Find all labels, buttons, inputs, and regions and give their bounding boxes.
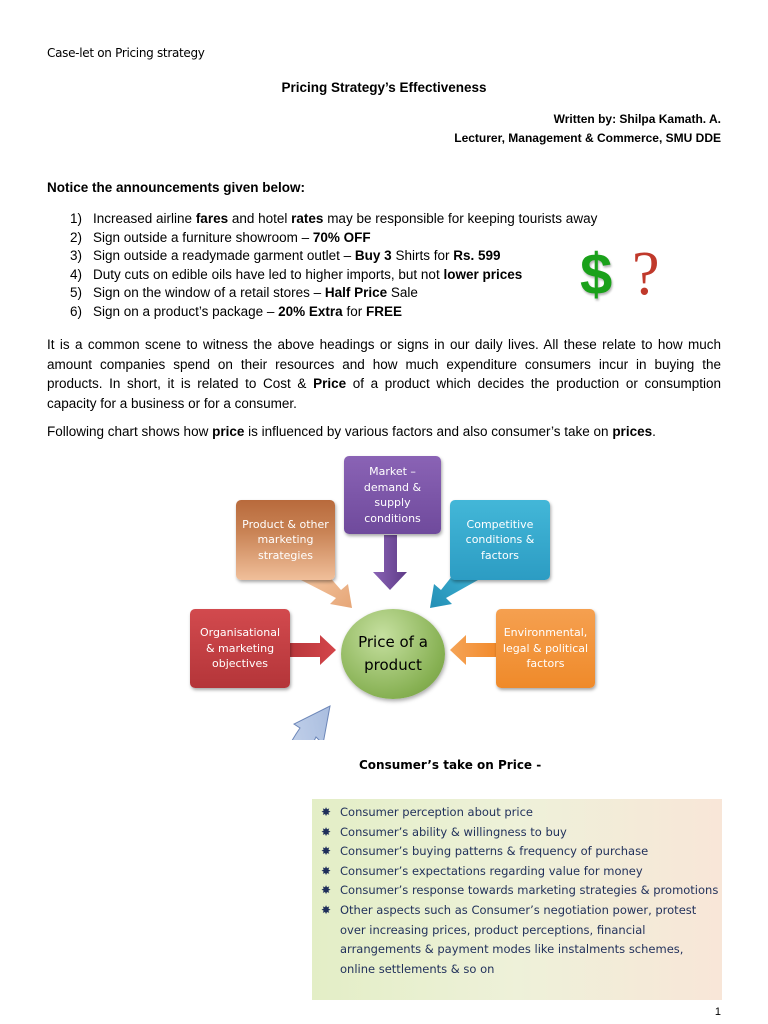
author-name: Written by: Shilpa Kamath. A. <box>553 112 721 126</box>
environmental-arrow <box>450 635 496 665</box>
emphasis-text: rates <box>291 211 324 226</box>
text-run: Sign outside a readymade garment outlet – <box>93 248 355 264</box>
document-title: Pricing Strategy’s Effectiveness <box>281 80 487 95</box>
consumer-take-text: Consumer’s expectations regarding value for money <box>340 863 643 878</box>
emphasis-text: Price <box>313 376 347 391</box>
announcement-item <box>47 247 597 266</box>
text-run: Sale <box>387 285 418 301</box>
consumer-take-item <box>318 881 722 901</box>
text-run: . <box>652 424 656 439</box>
question-icon: ? <box>632 240 660 308</box>
item-number: 2) <box>70 229 83 245</box>
emphasis-text: Half Price <box>324 285 388 301</box>
text-run: Following chart shows how <box>47 424 213 439</box>
text-run: and hotel <box>228 211 292 226</box>
emphasis-text: 70% OFF <box>312 229 371 245</box>
item-number: 4) <box>70 266 83 282</box>
announcement-item <box>47 266 597 285</box>
star-bullet-icon: ✸ <box>321 824 332 839</box>
announcement-list <box>47 210 597 322</box>
text-run: may be responsible for keeping tourists away <box>323 211 598 226</box>
consumer-take-text: Consumer’s response towards marketing strategies & promotions <box>340 883 719 898</box>
text-run: Sign on a product’s package – <box>93 303 279 319</box>
announcement-item <box>47 229 597 248</box>
product-factor-box: Product & other marketing strategies <box>236 500 335 580</box>
consumer-take-title: Consumer’s take on Price - <box>359 758 542 772</box>
consumer-take-list <box>312 799 722 979</box>
emphasis-text: prices <box>612 424 653 439</box>
consumer-sweep-arrow <box>265 706 330 740</box>
text-run: Increased airline <box>93 211 196 226</box>
item-number: 3) <box>70 248 83 264</box>
text-run: Duty cuts on edible oils have led to higher imports, but not <box>93 266 444 282</box>
competitive-factor-box: Competitive conditions & factors <box>450 500 550 580</box>
announcement-item <box>47 303 597 322</box>
item-number: 1) <box>70 211 83 226</box>
consumer-take-item <box>318 823 722 843</box>
emphasis-text: price <box>212 424 245 439</box>
text-run: is influenced by various factors and also consumer’s take on <box>244 424 613 439</box>
consumer-take-text: Other aspects such as Consumer’s negotiation power, protest over increasing prices, product perceptions, financial arrangements & payment modes like instalments schemes, online settlements & so on <box>340 902 697 976</box>
consumer-take-item <box>318 803 722 823</box>
notice-heading: Notice the announcements given below: <box>47 180 306 195</box>
consumer-take-text: Consumer’s ability & willingness to buy <box>340 824 567 839</box>
organisational-arrow <box>290 635 336 665</box>
emphasis-text: Rs. 599 <box>453 248 501 264</box>
organisational-factor-box: Organisational & marketing objectives <box>190 609 290 688</box>
text-run: for <box>342 303 366 319</box>
announcement-item <box>47 210 597 229</box>
author-title: Lecturer, Management & Commerce, SMU DDE <box>454 131 721 145</box>
item-number: 6) <box>70 303 83 319</box>
dollar-icon: $ <box>580 242 613 307</box>
intro-paragraph <box>47 335 721 413</box>
emphasis-text: 20% Extra <box>278 303 343 319</box>
consumer-take-text: Consumer’s buying patterns & frequency of purchase <box>340 844 649 859</box>
star-bullet-icon: ✸ <box>321 805 332 819</box>
announcement-item <box>47 284 597 303</box>
chart-intro-paragraph <box>47 422 721 442</box>
emphasis-text: FREE <box>365 303 402 319</box>
price-center-circle: Price of a product <box>341 609 445 699</box>
dollar-question-graphic <box>580 240 670 308</box>
text-run: Shirts for <box>391 248 454 264</box>
text-run: It is a common scene to witness the above headings or signs in our daily lives. All these relate to how much amount companies spend on their resources and how much expenditure consumers incur in buying the products. In short, it is related to Cost & <box>47 337 721 391</box>
consumer-take-panel <box>312 799 722 1000</box>
star-bullet-icon: ✸ <box>321 883 332 898</box>
text-run: Sign outside a furniture showroom – <box>93 229 313 245</box>
text-run: Sign on the window of a retail stores – <box>93 285 325 301</box>
star-bullet-icon: ✸ <box>321 863 332 878</box>
emphasis-text: fares <box>195 211 229 226</box>
consumer-take-text: Consumer perception about price <box>340 805 533 819</box>
consumer-take-item <box>318 842 722 862</box>
market-arrow <box>373 535 407 590</box>
consumer-take-item <box>318 862 722 882</box>
item-number: 5) <box>70 285 83 301</box>
star-bullet-icon: ✸ <box>321 902 332 917</box>
consumer-take-item <box>318 901 722 979</box>
market-factor-box: Market – demand & supply conditions <box>344 456 441 534</box>
star-bullet-icon: ✸ <box>321 844 332 859</box>
text-run: of a product which decides the production or consumption capacity for a business or for a consumer. <box>47 376 721 411</box>
page-number: 1 <box>714 1006 721 1018</box>
emphasis-text: Buy 3 <box>354 248 392 264</box>
emphasis-text: lower prices <box>443 266 523 282</box>
environmental-factor-box: Environmental, legal & political factors <box>496 609 595 688</box>
caselet-label: Case-let on Pricing strategy <box>47 46 205 60</box>
